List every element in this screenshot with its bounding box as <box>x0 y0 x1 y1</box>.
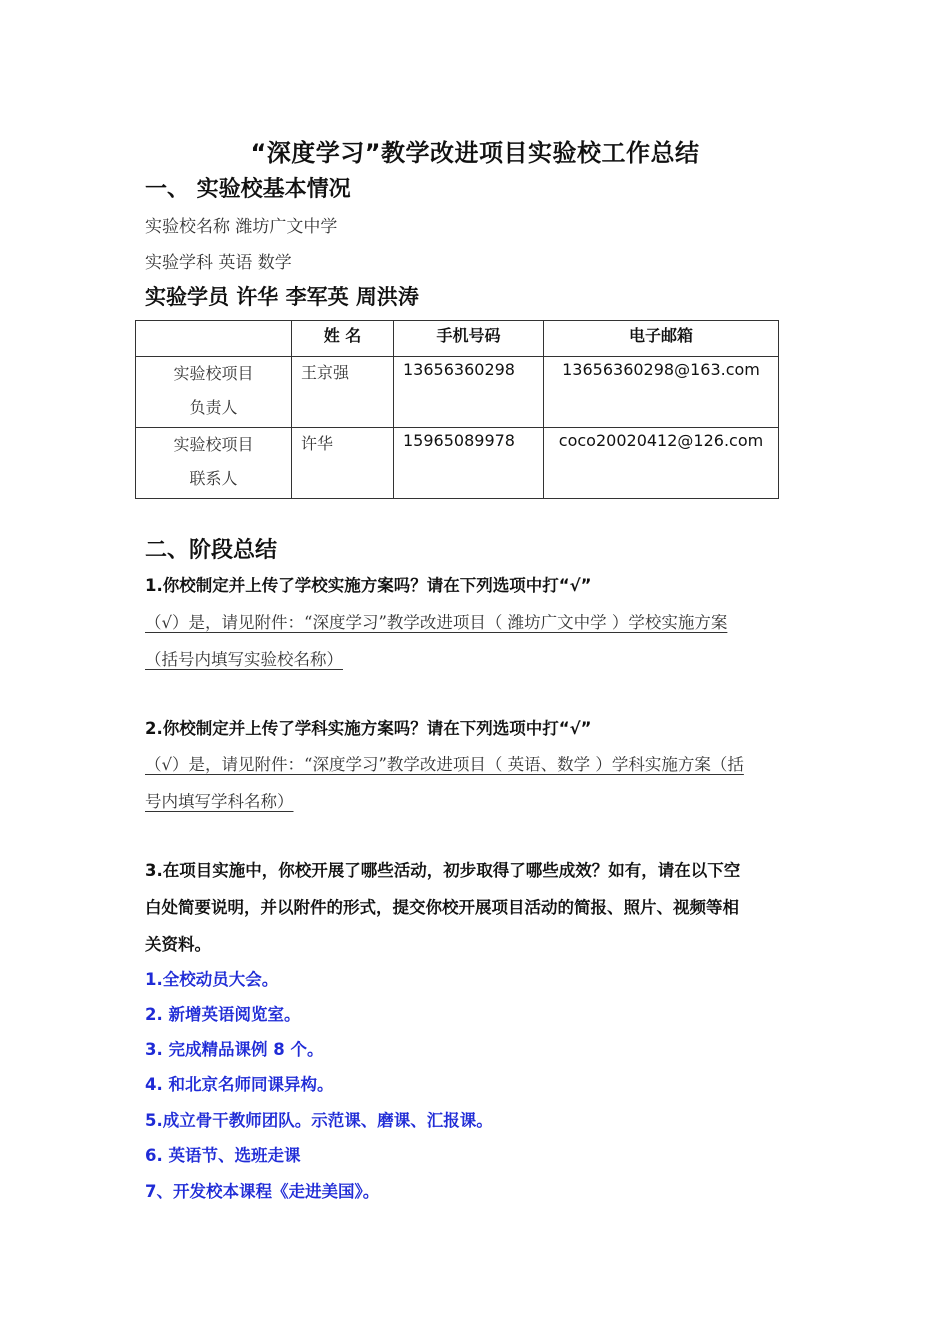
question-3-line-2: 白处简要说明，并以附件的形式，提交你校开展项目活动的简报、照片、视频等相 <box>145 898 739 917</box>
answer-1-line-1: （√）是，请见附件：“深度学习”教学改进项目（ 潍坊广文中学 ）学校实施方案 <box>145 613 728 632</box>
question-1: 1.你校制定并上传了学校实施方案吗？请在下列选项中打“√” <box>145 576 592 595</box>
role-line-2: 负责人 <box>189 398 238 417</box>
header-phone: 手机号码 <box>394 321 544 357</box>
header-cell-empty <box>136 321 292 357</box>
list-item: 1.全校动员大会。 <box>145 970 279 989</box>
list-item: 3. 完成精品课例 8 个。 <box>145 1040 324 1059</box>
members-line: 实验学员 许华 李军英 周洪涛 <box>145 285 419 309</box>
question-2: 2.你校制定并上传了学科实施方案吗？请在下列选项中打“√” <box>145 719 592 738</box>
answer-1-line-2: （括号内填写实验校名称） <box>145 650 343 669</box>
email-cell: coco20020412@126.com <box>544 428 779 499</box>
question-3-line-3: 关资料。 <box>145 935 211 954</box>
role-line-1: 实验校项目 <box>173 435 254 454</box>
list-item: 4. 和北京名师同课异构。 <box>145 1075 334 1094</box>
list-item: 7、开发校本课程《走进美国》。 <box>145 1182 380 1201</box>
list-item: 5.成立骨干教师团队。示范课、磨课、汇报课。 <box>145 1111 493 1130</box>
phone-cell: 13656360298 <box>394 357 544 428</box>
role-line-2: 联系人 <box>189 469 238 488</box>
list-item: 6. 英语节、选班走课 <box>145 1146 301 1165</box>
table-header-row <box>136 321 779 357</box>
role-cell <box>136 428 292 499</box>
role-cell <box>136 357 292 428</box>
section-1-heading: 一、 实验校基本情况 <box>145 177 351 202</box>
list-item: 2. 新增英语阅览室。 <box>145 1005 301 1024</box>
name-cell: 王京强 <box>292 357 394 428</box>
email-cell: 13656360298@163.com <box>544 357 779 428</box>
contact-table <box>135 320 779 499</box>
section-2-heading: 二、阶段总结 <box>145 538 278 563</box>
table-row <box>136 428 779 499</box>
role-line-1: 实验校项目 <box>173 364 254 383</box>
header-email: 电子邮箱 <box>544 321 779 357</box>
table-row <box>136 357 779 428</box>
header-name: 姓 名 <box>292 321 394 357</box>
name-cell: 许华 <box>292 428 394 499</box>
question-3-line-1: 3.在项目实施中，你校开展了哪些活动，初步取得了哪些成效？如有，请在以下空 <box>145 861 741 880</box>
page-title: “深度学习”教学改进项目实验校工作总结 <box>250 139 700 167</box>
answer-2-line-2: 号内填写学科名称） <box>145 792 294 811</box>
school-name-line: 实验校名称 潍坊广文中学 <box>145 217 338 237</box>
subject-line: 实验学科 英语 数学 <box>145 253 292 273</box>
phone-cell: 15965089978 <box>394 428 544 499</box>
answer-2-line-1: （√）是，请见附件：“深度学习”教学改进项目（ 英语、数学 ）学科实施方案（括 <box>145 755 744 774</box>
